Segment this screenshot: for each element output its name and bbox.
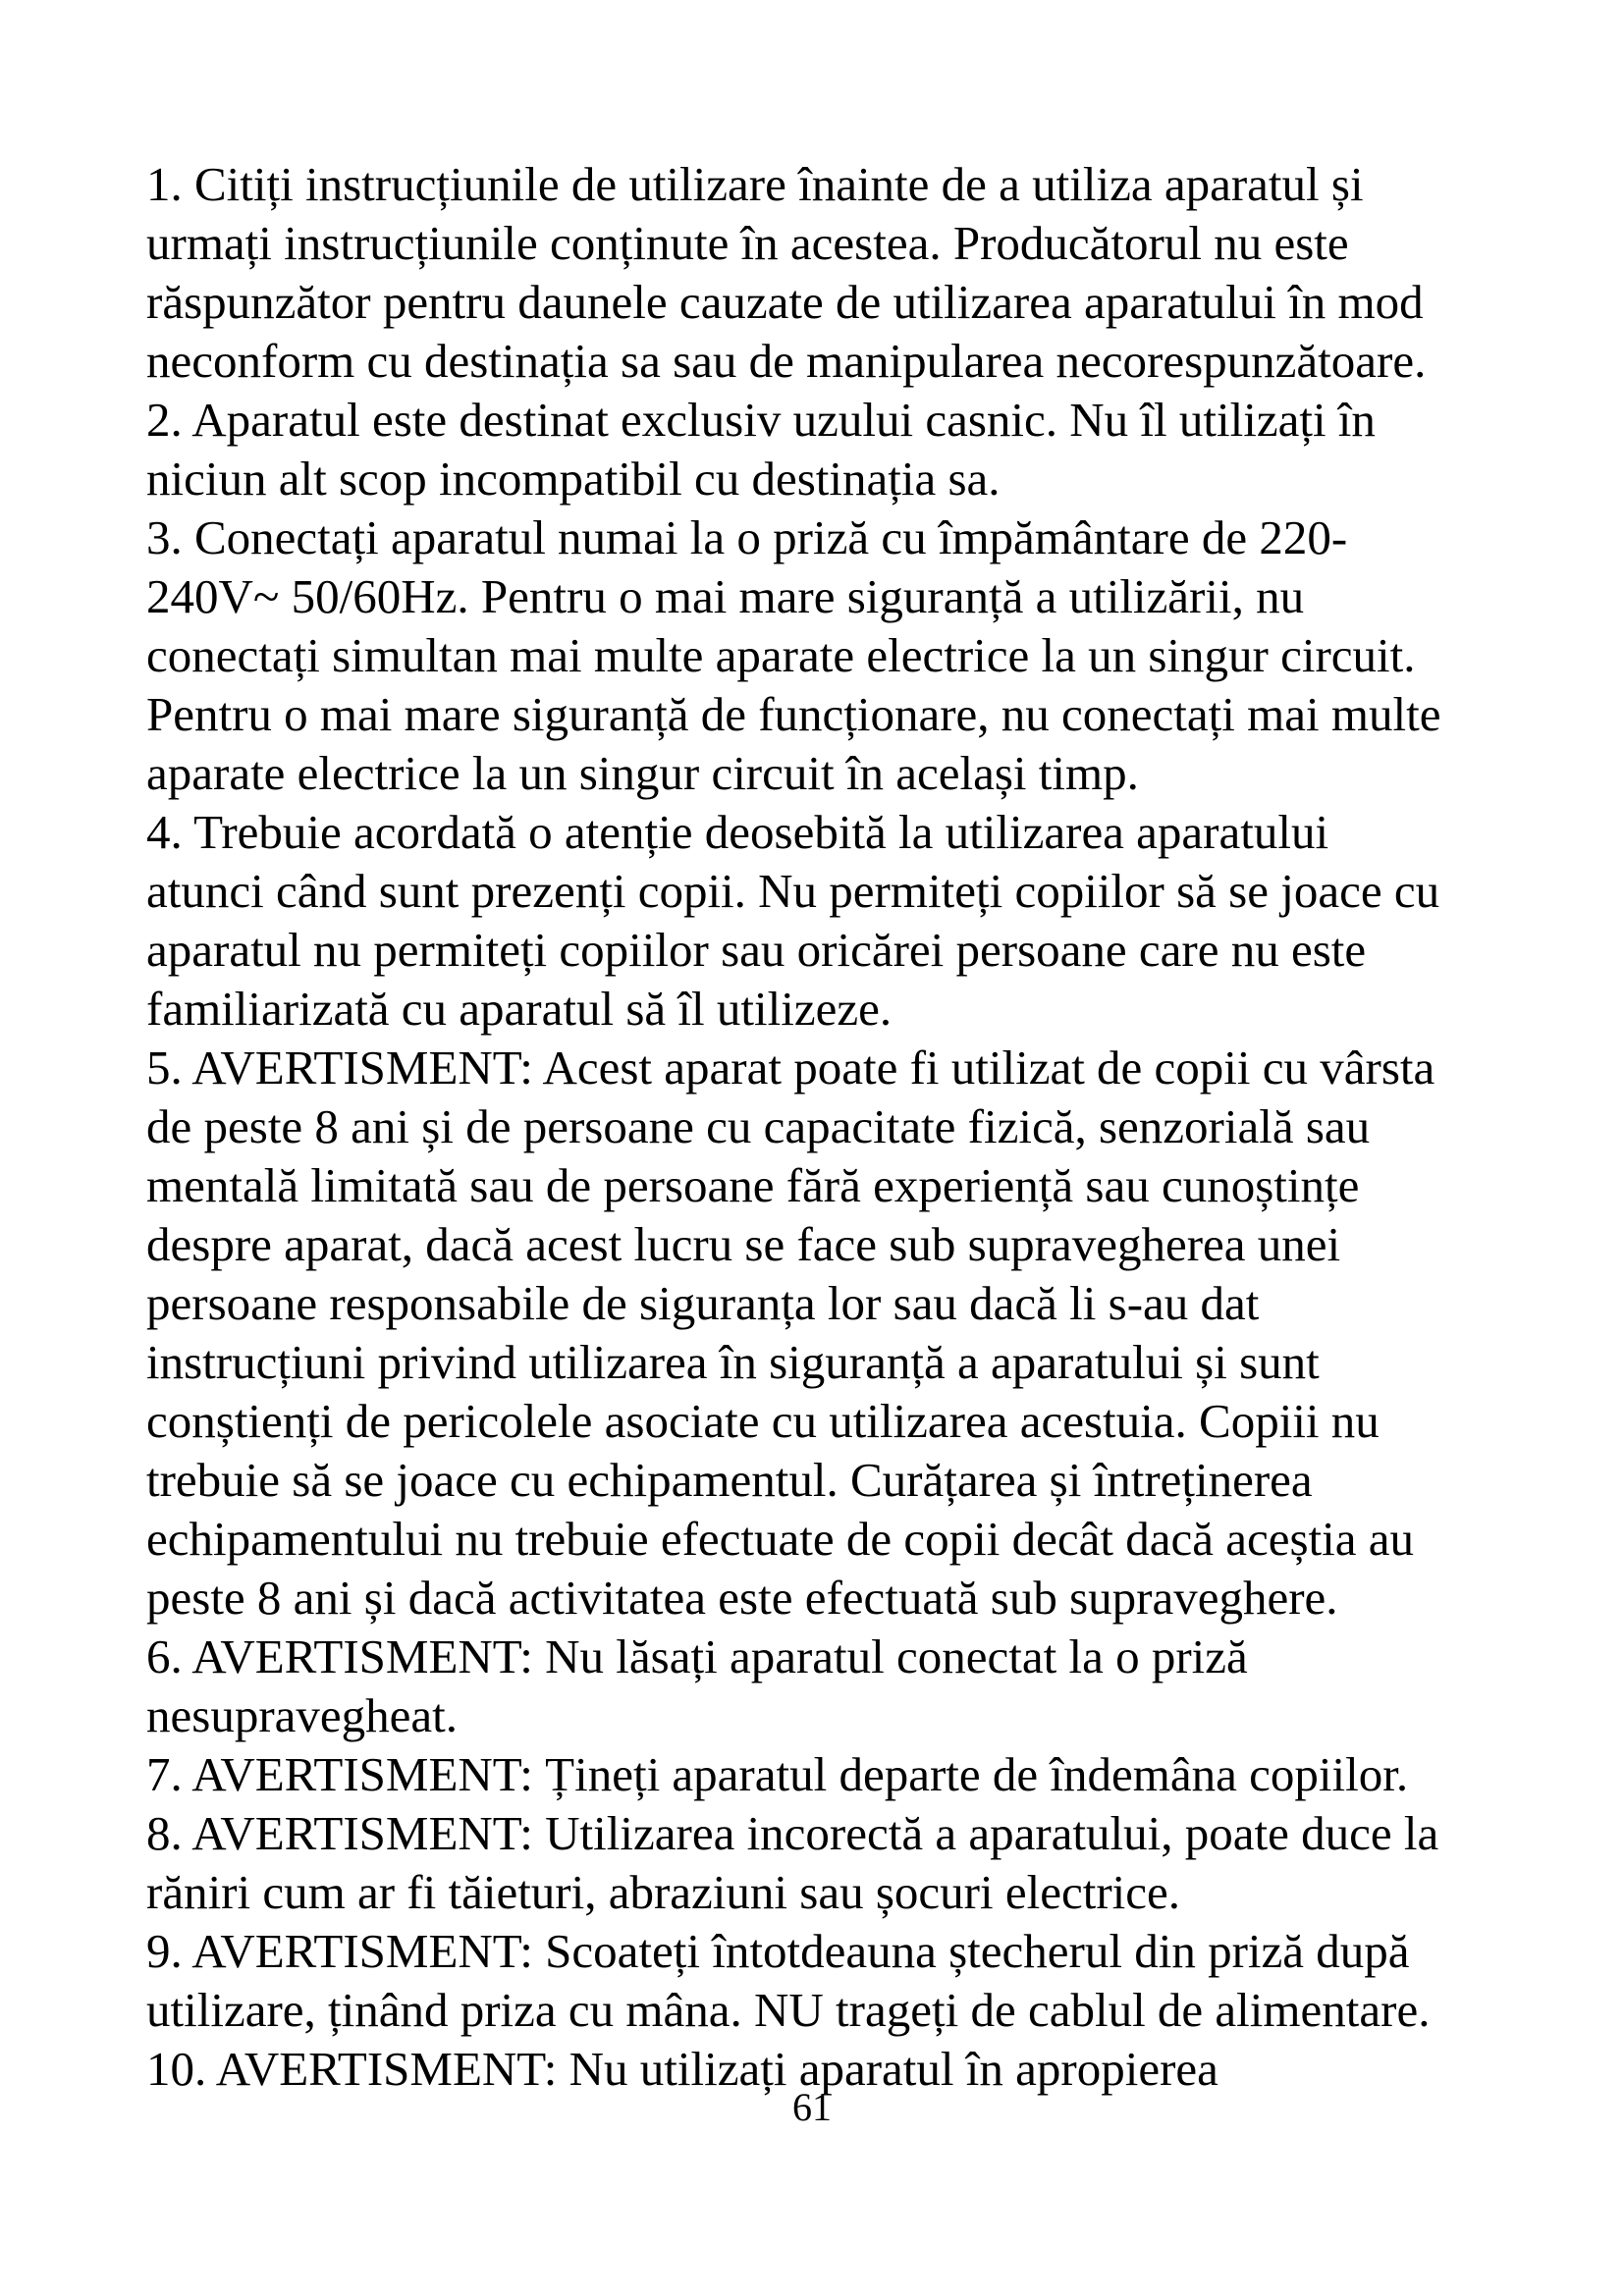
text-line: de peste 8 ani și de persoane cu capacitate fizică, senzorială sau: [146, 1099, 1371, 1153]
text-line: 3. Conectați aparatul numai la o priză cu împământare de 220-: [146, 510, 1348, 564]
text-line: răspunzător pentru daunele cauzate de utilizarea aparatului în mod: [146, 275, 1424, 329]
text-line: conectați simultan mai multe aparate electrice la un singur circuit.: [146, 628, 1416, 682]
text-line: persoane responsabile de siguranța lor sau dacă li s-au dat: [146, 1276, 1260, 1330]
text-line: familiarizată cu aparatul să îl utilizeze.: [146, 982, 893, 1036]
text-line: nesupravegheat.: [146, 1688, 458, 1742]
text-line: niciun alt scop incompatibil cu destinația sa.: [146, 452, 1001, 506]
text-line: aparate electrice la un singur circuit în același timp.: [146, 746, 1139, 800]
text-line: mentală limitată sau de persoane fără experiență sau cunoștințe: [146, 1158, 1360, 1212]
text-line: atunci când sunt prezenți copii. Nu permiteți copiilor să se joace cu: [146, 864, 1440, 918]
instructions-text: [146, 155, 1541, 2099]
text-line: 6. AVERTISMENT: Nu lăsați aparatul conectat la o priză: [146, 1629, 1248, 1683]
text-line: răniri cum ar fi tăieturi, abraziuni sau șocuri electrice.: [146, 1865, 1180, 1919]
text-line: 5. AVERTISMENT: Acest aparat poate fi utilizat de copii cu vârsta: [146, 1041, 1435, 1095]
text-line: instrucțiuni privind utilizarea în siguranță a aparatului și sunt: [146, 1335, 1320, 1389]
text-line: utilizare, ținând priza cu mâna. NU trageți de cablul de alimentare.: [146, 1983, 1431, 2037]
text-line: despre aparat, dacă acest lucru se face sub supravegherea unei: [146, 1217, 1341, 1271]
text-line: 4. Trebuie acordată o atenție deosebită la utilizarea aparatului: [146, 805, 1329, 859]
text-line: 2. Aparatul este destinat exclusiv uzului casnic. Nu îl utilizați în: [146, 393, 1376, 447]
text-line: aparatul nu permiteți copiilor sau oricărei persoane care nu este: [146, 923, 1367, 977]
page-number: 61: [792, 2085, 832, 2129]
text-line: 7. AVERTISMENT: Țineți aparatul departe de îndemâna copiilor.: [146, 1747, 1409, 1801]
text-line: echipamentului nu trebuie efectuate de copii decât dacă aceștia au: [146, 1512, 1415, 1566]
text-line: trebuie să se joace cu echipamentul. Curățarea și întreținerea: [146, 1453, 1313, 1507]
text-line: Pentru o mai mare siguranță de funcționare, nu conectați mai multe: [146, 687, 1441, 741]
text-line: 1. Citiți instrucțiunile de utilizare înainte de a utiliza aparatul și: [146, 157, 1364, 211]
text-line: peste 8 ani și dacă activitatea este efectuată sub supraveghere.: [146, 1571, 1338, 1625]
text-line: 10. AVERTISMENT: Nu utilizați aparatul în apropierea: [146, 2042, 1218, 2096]
text-line: 240V~ 50/60Hz. Pentru o mai mare siguranță a utilizării, nu: [146, 569, 1305, 623]
text-line: 8. AVERTISMENT: Utilizarea incorectă a aparatului, poate duce la: [146, 1806, 1439, 1860]
text-line: urmați instrucțiunile conținute în acestea. Producătorul nu este: [146, 216, 1349, 270]
text-line: conștienți de pericolele asociate cu utilizarea acestuia. Copiii nu: [146, 1394, 1380, 1448]
text-line: neconform cu destinația sa sau de manipularea necorespunzătoare.: [146, 334, 1427, 388]
text-line: 9. AVERTISMENT: Scoateți întotdeauna ștecherul din priză după: [146, 1924, 1410, 1978]
